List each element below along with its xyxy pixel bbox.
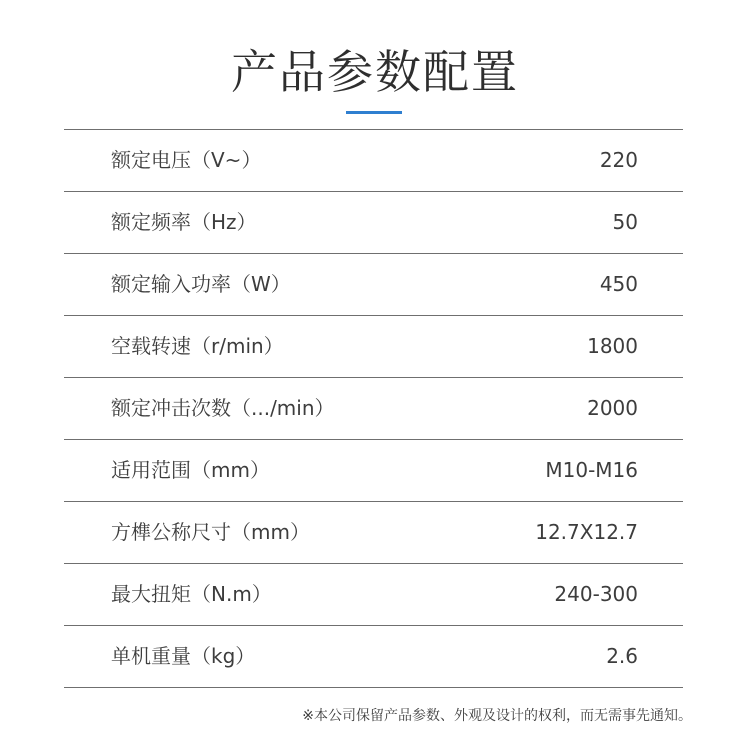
spec-label: 额定冲击次数（.../min）	[111, 396, 335, 420]
spec-value: 450	[599, 272, 638, 296]
spec-value: 1800	[587, 334, 638, 358]
page-title: 产品参数配置	[231, 45, 519, 99]
spec-row	[64, 625, 683, 688]
spec-label: 额定电压（V~）	[111, 148, 262, 172]
spec-value: 12.7X12.7	[535, 520, 638, 544]
spec-value: M10-M16	[545, 458, 638, 482]
spec-row	[64, 315, 683, 377]
spec-label: 额定输入功率（W）	[111, 272, 291, 296]
spec-value: 2000	[587, 396, 638, 420]
spec-row	[64, 191, 683, 253]
spec-value: 2.6	[606, 644, 638, 668]
spec-row	[64, 129, 683, 191]
spec-row	[64, 377, 683, 439]
spec-label: 额定频率（Hz）	[111, 210, 257, 234]
spec-label: 单机重量（kg）	[111, 644, 256, 668]
spec-row	[64, 439, 683, 501]
spec-label: 方榫公称尺寸（mm）	[111, 520, 310, 544]
spec-label: 最大扭矩（N.m）	[111, 582, 272, 606]
disclaimer-note: ※本公司保留产品参数、外观及设计的权利，而无需事先通知。	[302, 708, 692, 724]
spec-table	[64, 129, 683, 688]
spec-value: 220	[599, 148, 638, 172]
spec-label: 适用范围（mm）	[111, 458, 270, 482]
spec-row	[64, 563, 683, 625]
spec-row	[64, 253, 683, 315]
spec-row	[64, 501, 683, 563]
spec-label: 空载转速（r/min）	[111, 334, 284, 358]
spec-value: 50	[612, 210, 638, 234]
spec-value: 240-300	[554, 582, 638, 606]
title-underline	[346, 111, 402, 114]
